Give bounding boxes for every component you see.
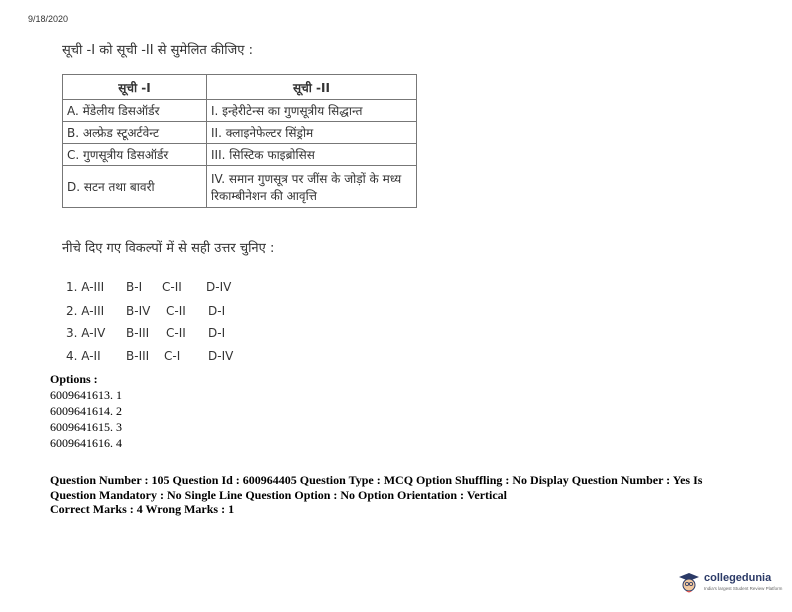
choice-c: C-II bbox=[166, 326, 186, 340]
choice-a: 4. A-II bbox=[66, 349, 101, 363]
choice-a: 1. A-III bbox=[66, 280, 105, 294]
choice-d: D-IV bbox=[208, 349, 234, 363]
logo-name: collegedunia bbox=[704, 572, 772, 584]
list-2-item: I. इन्हेरीटेन्स का गुणसूत्रीय सिद्धान्त bbox=[207, 100, 417, 122]
choice-c: C-II bbox=[162, 280, 182, 294]
list-1-item: B. अल्फ्रेड स्टूअर्टवेन्ट bbox=[63, 122, 207, 144]
choice-b: B-IV bbox=[126, 304, 151, 318]
list-2-item: IV. समान गुणसूत्र पर जींस के जोड़ों के मध्य रिकाम्बीनेशन की आवृत्ति bbox=[207, 166, 417, 208]
choice-c: C-I bbox=[164, 349, 181, 363]
question-instruction: सूची -I को सूची -II से सुमेलित कीजिए : bbox=[62, 43, 253, 58]
choice-b: B-III bbox=[126, 326, 150, 340]
option-item: 6009641615. 3 bbox=[50, 420, 122, 434]
collegedunia-logo bbox=[678, 570, 783, 600]
list-2-header: सूची -II bbox=[207, 75, 417, 100]
list-2-item: II. क्लाइनेफेल्टर सिंड्रोम bbox=[207, 122, 417, 144]
choice-a: 3. A-IV bbox=[66, 326, 106, 340]
list-1-item: D. सटन तथा बावरी bbox=[63, 166, 207, 208]
match-table bbox=[62, 74, 417, 208]
choose-instruction: नीचे दिए गए विकल्पों में से सही उत्तर चुनिए : bbox=[62, 241, 275, 256]
choice-a: 2. A-III bbox=[66, 304, 105, 318]
graduate-mascot-icon bbox=[678, 572, 700, 594]
list-1-header: सूची -I bbox=[63, 75, 207, 100]
option-item: 6009641613. 1 bbox=[50, 388, 122, 402]
options-heading: Options : bbox=[50, 372, 98, 386]
choice-b: B-III bbox=[126, 349, 150, 363]
choice-b: B-I bbox=[126, 280, 143, 294]
list-1-item: A. मेंडेलीय डिसऑर्डर bbox=[63, 100, 207, 122]
option-item: 6009641616. 4 bbox=[50, 436, 122, 450]
choice-d: D-IV bbox=[206, 280, 232, 294]
match-table-row bbox=[63, 100, 417, 122]
option-item: 6009641614. 2 bbox=[50, 404, 122, 418]
metadata-line: Correct Marks : 4 Wrong Marks : 1 bbox=[50, 502, 235, 516]
match-table-header bbox=[63, 75, 417, 100]
list-1-item: C. गुणसूत्रीय डिसऑर्डर bbox=[63, 144, 207, 166]
choice-d: D-I bbox=[208, 326, 226, 340]
question-metadata bbox=[50, 473, 730, 517]
metadata-line: Question Mandatory : No Single Line Question Option : No Option Orientation : Vertical bbox=[50, 487, 508, 502]
print-date: 9/18/2020 bbox=[28, 14, 69, 24]
match-table-row bbox=[63, 122, 417, 144]
match-table-row bbox=[63, 144, 417, 166]
logo-tagline: India's largest Student Review Platform bbox=[704, 586, 783, 591]
choice-d: D-I bbox=[208, 304, 226, 318]
choice-c: C-II bbox=[166, 304, 186, 318]
list-2-item: III. सिस्टिक फाइब्रोसिस bbox=[207, 144, 417, 166]
metadata-line: Question Number : 105 Question Id : 600964405 Question Type : MCQ Option Shuffling : No Display Question Number : Yes Is bbox=[50, 473, 703, 487]
match-table-row bbox=[63, 166, 417, 208]
